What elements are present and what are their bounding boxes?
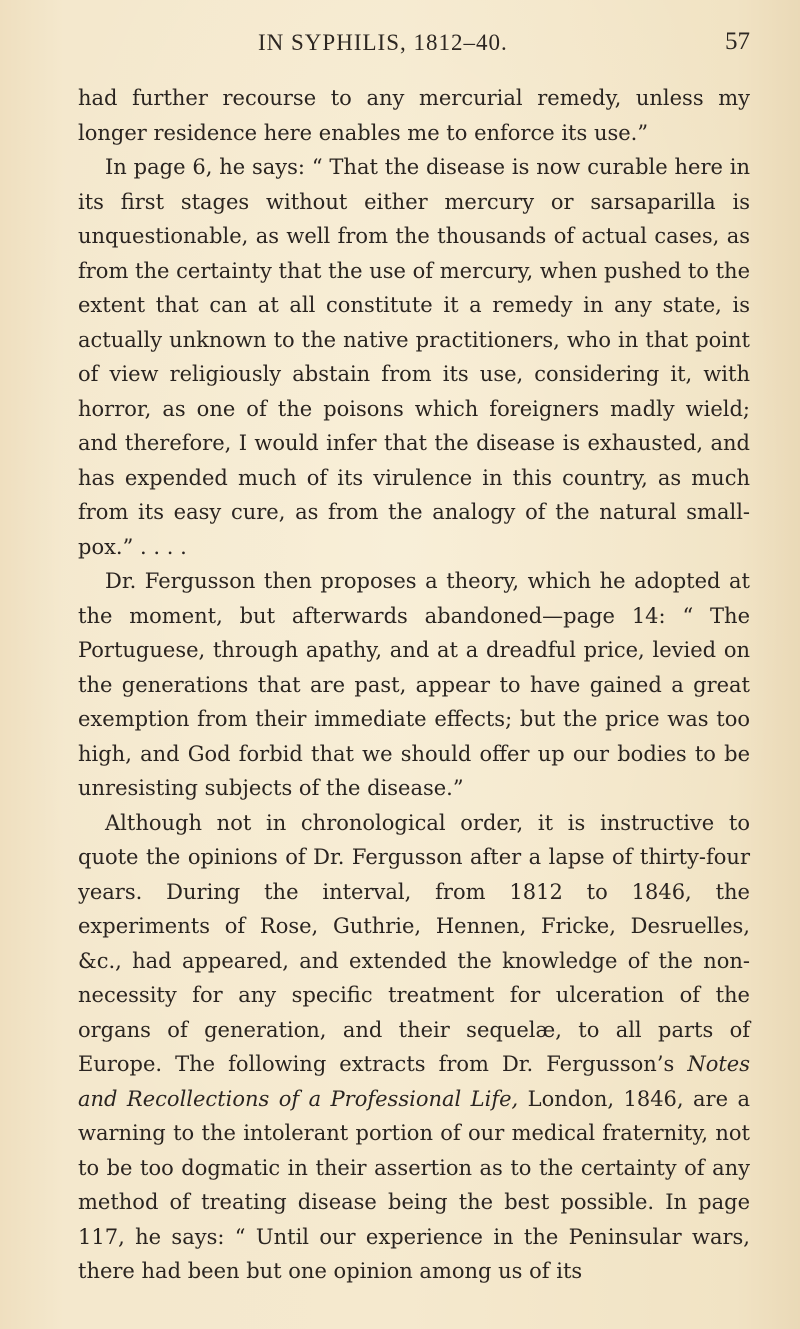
book-title-italic: Notes and Recollections of a Professional Life, [78,1052,750,1111]
paragraph-chronological-continued: London, 1846, are a warning to the intolerant portion of our medical fraternity, not to be too dogmatic in their assertion as to the certainty of any method of treating disease being the best possible. In page 117, he says: “ Until our experience in the Peninsular wars, there had been but one opinion among us of its [78,1086,750,1283]
paragraph-chronological-text: Although not in chronological order, it is instructive to quote the opinions of Dr. Fergusson after a lapse of thirty-four years. During the interval, from 1812 to 1846, the experiments of Rose, Guthrie, Hennen, Fricke, Desruelles, &c., had appeared, and extended the knowledge of the non-necessity for any specific treatment for ulceration of the organs of generation, and their sequelæ, to all parts of Europe. The following extracts from Dr. Fergusson’s [78,810,750,1076]
paragraph-continuation: had further recourse to any mercurial remedy, unless my longer residence here enables me to enforce its use.” [78,86,750,145]
paragraph-chronological [78,806,750,1289]
page-number: 57 [725,28,750,55]
running-head [78,0,750,60]
paragraph-page-6-quote: In page 6, he says: “ That the disease is now curable here in its first stages without either mercury or sarsaparilla is unquestionable, as well from the thousands of actual cases, as from the certainty that the use of mercury, when pushed to the extent that can at all constitute it a remedy in any state, is actually unknown to the native practitioners, who in that point of view religiously abstain from its use, considering it, with horror, as one of the poisons which foreigners madly wield; and therefore, I would infer that the disease is exhausted, and has expended much of its virulence in this country, as much from its easy cure, as from the analogy of the natural small-pox.” . . . . [78,155,750,559]
body-text [78,81,750,1289]
running-head-title: IN SYPHILIS, 1812–40. [258,30,508,55]
paragraph-fergusson-theory: Dr. Fergusson then proposes a theory, which he adopted at the moment, but afterwards abandoned—page 14: “ The Portuguese, through apathy, and at a dreadful price, levied on the generations that are past, appear to have gained a great exemption from their immediate effects; but the price was too high, and God forbid that we should offer up our bodies to be unresisting subjects of the disease.” [78,569,750,800]
